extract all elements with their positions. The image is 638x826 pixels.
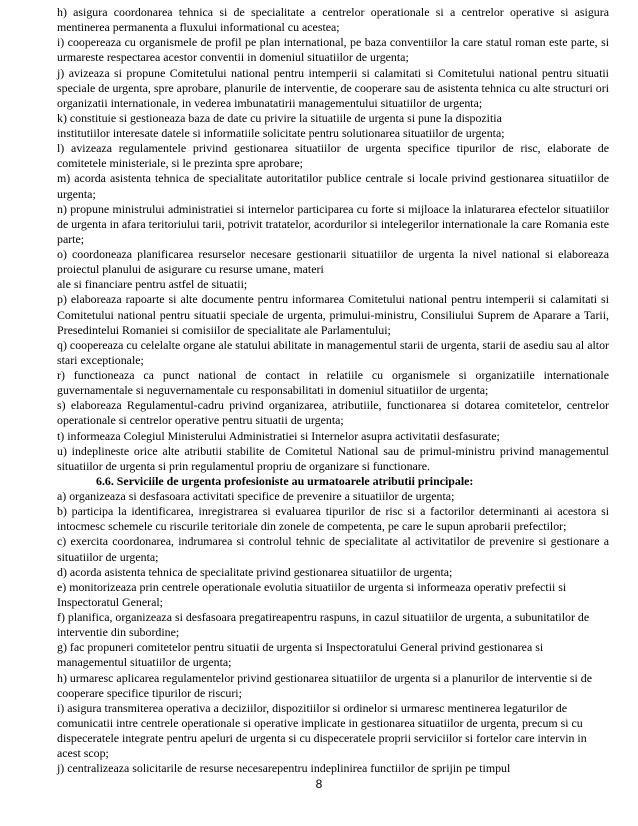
paragraph-item: s) elaboreaza Regulamentul-cadru privind organizarea, atributiile, functionarea si dotarea comitetelor, centrelor operationale si centrelor operative pentru situatii de urgenta; xyxy=(57,398,609,428)
paragraph-item: d) acorda asistenta tehnica de specialitate privind gestionarea situatiilor de urgenta; xyxy=(57,564,453,579)
paragraph-item: t) informeaza Colegiul Ministerului Administratiei si Internelor asupra activitatii desfasurate; xyxy=(57,428,500,443)
paragraph-item: u) indeplineste orice alte atributii stabilite de Comitetul National sau de primul-ministru privind managementul situatiilor de urgenta si prin regulamentul propriu de organizare si functionare. xyxy=(57,443,609,473)
page-number: 8 xyxy=(315,777,323,791)
paragraph-item: n) propune ministrului administratiei si internelor participarea cu forte si mijloace la inlaturarea efectelor situatiilor de urgenta in afara teritoriului tarii, potrivit tratatelor, acordurilor si intelegerilor internationale la care Romania este parte; xyxy=(57,201,609,246)
paragraph-item: f) planifica, organizeaza si desfasoara pregatireapentru raspuns, in cazul situatiilor de urgenta, a subunitatilor de interventie din subordine; xyxy=(57,610,590,640)
responsibilities-list-igsu xyxy=(57,5,609,474)
paragraph-item: ale si financiare pentru astfel de situatii; xyxy=(57,277,248,292)
paragraph-item: h) urmaresc aplicarea regulamentelor privind gestionarea situatiilor de urgenta si a planurilor de interventie si de cooperare specifice tipurilor de riscuri; xyxy=(57,670,592,700)
paragraph-item: r) functioneaza ca punct national de contact in relatiile cu organismele si organizatiile internationale guvernamentale si neguvernamentale cu responsabilitati in domeniul situatiilor de urgenta; xyxy=(57,368,609,398)
paragraph-item: j) centralizeaza solicitarile de resurse necesarepentru indeplinirea functiilor de sprijin pe timpul xyxy=(57,761,511,776)
paragraph-item: k) constituie si gestioneaza baza de date cu privire la situatiile de urgenta si pune la dispozitia xyxy=(57,110,502,125)
paragraph-item: m) acorda asistenta tehnica de specialitate autoritatilor publice centrale si locale privind gestionarea situatiilor de urgenta; xyxy=(57,171,609,201)
paragraph-item: c) exercita coordonarea, indrumarea si controlul tehnic de specialitate al activitatilor de prevenire si gestionare a situatiilor de urgenta; xyxy=(57,534,609,564)
responsibilities-list-professional-services xyxy=(57,489,609,776)
document-page xyxy=(57,5,609,776)
paragraph-item: j) avizeaza si propune Comitetului national pentru intemperii si calamitati si Comitetului national pentru situatii speciale de urgenta, spre aprobare, planurile de interventie, de cooperare sau de asistenta tehnica cu alte structuri ori organizatii internationale, in vederea imbunatatirii managementului situatiilor de urgenta; xyxy=(57,65,609,110)
paragraph-item: institutiilor interesate datele si informatiile solicitate pentru solutionarea situatiilor de urgenta; xyxy=(57,126,505,140)
paragraph-item: o) coordoneaza planificarea resurselor necesare gestionarii situatiilor de urgenta la nivel national si elaboreaza proiectul planului de asigurare cu resurse umane, materi xyxy=(57,247,609,277)
paragraph-item: e) monitorizeaza prin centrele operationale evolutia situatiilor de urgenta si informeaza operativ prefectii si Inspectoratul General; xyxy=(57,579,567,609)
paragraph-item: b) participa la identificarea, inregistrarea si evaluarea tipurilor de risc si a factorilor determinanti ai acestora si intocmesc schemele cu riscurile teritoriale din zonele de competenta, pe care le supun aprobarii prefectilor; xyxy=(57,504,609,534)
paragraph-item: q) coopereaza cu celelalte organe ale statului abilitate in managementul starii de urgenta, starii de asediu sau al altor stari exceptionale; xyxy=(57,337,609,367)
section-heading: 6.6. Serviciile de urgenta profesioniste au urmatoarele atributii principale: xyxy=(96,473,474,488)
paragraph-item: a) organizeaza si desfasoara activitati specifice de prevenire a situatiilor de urgenta; xyxy=(57,489,455,503)
paragraph-item: g) fac propuneri comitetelor pentru situatii de urgenta si Inspectoratului General privind gestionarea si managementul situatiilor de urgenta; xyxy=(57,640,544,670)
paragraph-item: p) elaboreaza rapoarte si alte documente pentru informarea Comitetului national pentru intemperii si calamitati si Comitetului national pentru situatii speciale de urgenta, primului-ministru, Consiliului Suprem de Aparare a Tarii, Presedintelui Romaniei si comisiilor de specialitate ale Parlamentului; xyxy=(57,292,609,337)
paragraph-item: h) asigura coordonarea tehnica si de specialitate a centrelor operationale si a centrelor operative si asigura mentinerea permanenta a fluxului informational cu acestea; xyxy=(57,5,609,35)
paragraph-item: i) asigura transmiterea operativa a deciziilor, dispozitiilor si ordinelor si urmaresc mentinerea legaturilor de comunicatii intre centrele operationale si operative implicate in gestionarea situatiilor de urgenta, precum si cu dispeceratele integrate pentru apeluri de urgenta si cu dispeceratele proprii serviciilor si fortelor care intervin in acest scop; xyxy=(57,700,587,761)
paragraph-item: l) avizeaza regulamentele privind gestionarea situatiilor de urgenta specifice tipurilor de risc, elaborate de comitetele ministeriale, si le prezinta spre aprobare; xyxy=(57,141,609,171)
paragraph-item: i) coopereaza cu organismele de profil pe plan international, pe baza conventiilor la care statul roman este parte, si urmareste respectarea acestor conventii in domeniul situatiilor de urgenta; xyxy=(57,35,609,65)
